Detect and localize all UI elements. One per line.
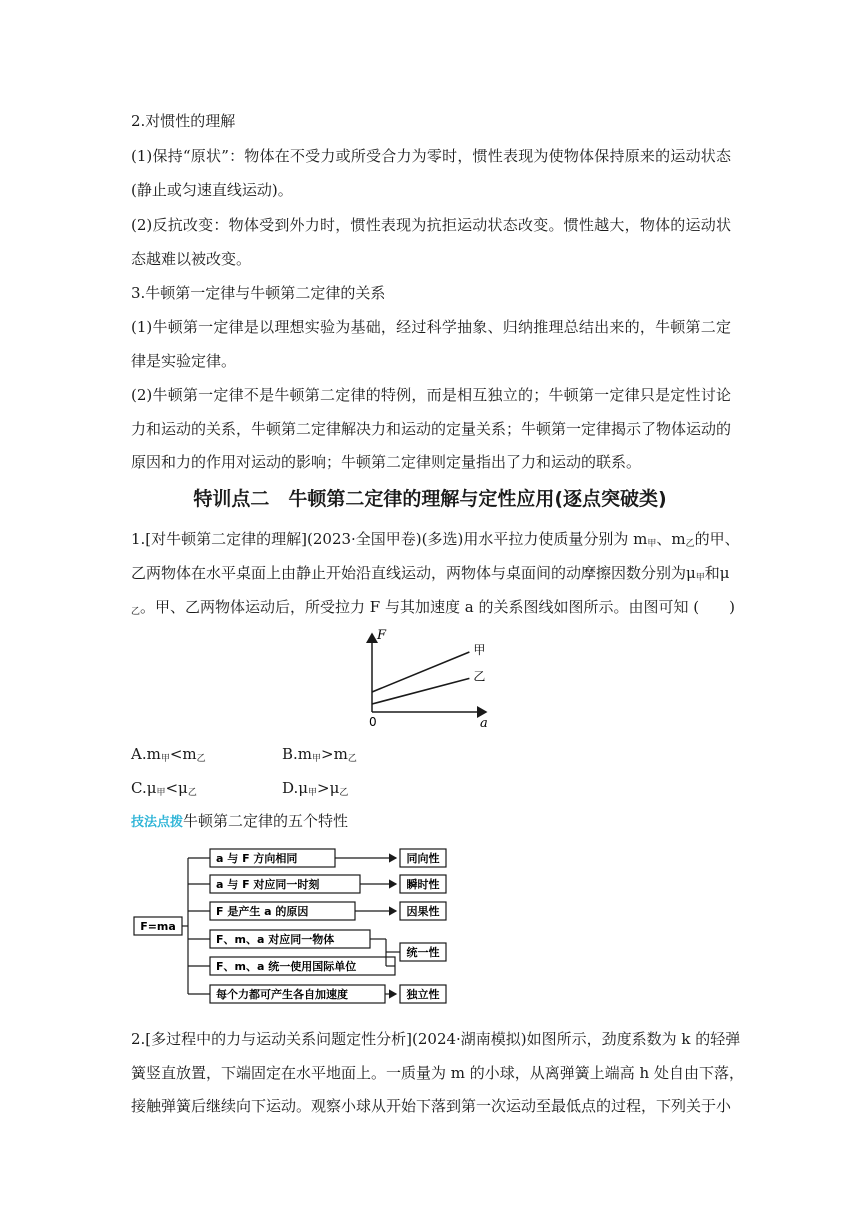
- section3-p2-line2: 力和运动的关系，牛顿第二定律解决力和运动的定量关系；牛顿第一定律揭示了物体运动的: [131, 420, 732, 438]
- cond-label-4: F、m、a 对应同一物体: [216, 933, 335, 946]
- section3-p2-line3: 原因和力的作用对运动的影响；牛顿第二定律则定量指出了力和运动的联系。: [131, 453, 642, 471]
- result-label-6: 独立性: [406, 988, 440, 1001]
- section3-heading: 3.牛顿第一定律与牛顿第二定律的关系: [131, 284, 386, 302]
- q1-line2: [131, 563, 731, 588]
- option-b-op: >m: [321, 745, 348, 763]
- option-a-op: <m: [169, 745, 197, 763]
- result-label-3: 因果性: [406, 905, 440, 918]
- cond-label-5: F、m、a 统一使用国际单位: [216, 960, 357, 973]
- section2-p1-line1: (1)保持“原状”：物体在不受力或所受合力为零时，惯性表现为使物体保持原来的运动状态: [131, 147, 731, 165]
- q1-line2-text: 乙两物体在水平桌面上由静止开始沿直线运动，两物体与桌面间的动摩擦因数分别为μ: [131, 564, 696, 582]
- section2-p2-line2: 态越难以被改变。: [131, 250, 252, 268]
- result-label-4: 统一性: [406, 946, 440, 959]
- option-c-sub1: 甲: [156, 788, 166, 798]
- q1-sep: 、m: [656, 530, 686, 548]
- section2-p1-line2: (静止或匀速直线运动)。: [131, 181, 293, 199]
- series-label-jia: 甲: [473, 643, 486, 657]
- q1-line3: [131, 597, 735, 622]
- result-label-2: 瞬时性: [406, 878, 440, 891]
- option-b-text: B.m: [282, 745, 313, 763]
- option-b[interactable]: [282, 744, 582, 769]
- root-label: F=ma: [140, 920, 176, 933]
- chart-y-label: F: [377, 628, 387, 643]
- section2-heading: 2.对惯性的理解: [131, 112, 236, 130]
- q2-line2: 簧竖直放置，下端固定在水平地面上。一质量为 m 的小球，从离弹簧上端高 h 处自由下落，: [131, 1064, 744, 1082]
- f-a-chart: [360, 624, 500, 734]
- tip-line: [131, 811, 731, 833]
- tip-badge: 技法点拨: [131, 815, 184, 830]
- option-c-op: <μ: [165, 779, 188, 797]
- sub-yi-mu: 乙: [131, 607, 141, 617]
- result-label-1: 同向性: [406, 852, 440, 865]
- option-d-sub2: 乙: [339, 788, 349, 798]
- option-a-text: A.m: [131, 745, 161, 763]
- sub-jia: 甲: [647, 539, 657, 549]
- option-b-sub2: 乙: [347, 754, 357, 764]
- cond-label-1: a 与 F 方向相同: [216, 852, 298, 865]
- series-line-jia: [372, 652, 469, 692]
- properties-diagram: [130, 840, 460, 1010]
- q1-line1: [131, 529, 740, 554]
- option-b-sub1: 甲: [312, 754, 322, 764]
- q2-line1: 2.[多过程中的力与运动关系问题定性分析](2024·湖南模拟)如图所示，劲度系数为 k 的轻弹: [131, 1030, 741, 1048]
- section3-p1-line1: (1)牛顿第一定律是以理想实验为基础，经过科学抽象、归纳推理总结出来的，牛顿第二定: [131, 318, 731, 336]
- option-c-sub2: 乙: [187, 788, 197, 798]
- series-label-yi: 乙: [473, 669, 486, 684]
- sub-yi: 乙: [685, 539, 695, 549]
- tip-text: 牛顿第二定律的五个特性: [183, 812, 349, 830]
- q1-and: 和μ: [704, 564, 730, 582]
- q2-line3: 接触弹簧后继续向下运动。观察小球从开始下落到第一次运动至最低点的过程，下列关于小: [131, 1097, 732, 1115]
- cond-label-6: 每个力都可产生各自加速度: [216, 988, 348, 1001]
- option-d-sub1: 甲: [308, 788, 318, 798]
- sub-jia-mu: 甲: [695, 573, 705, 583]
- option-a-sub2: 乙: [196, 754, 206, 764]
- option-a-sub1: 甲: [160, 754, 170, 764]
- series-line-yi: [372, 678, 469, 704]
- option-d[interactable]: [282, 778, 582, 803]
- section-title: 特训点二 牛顿第二定律的理解与定性应用(逐点突破类): [193, 488, 667, 510]
- section3-p1-line2: 律是实验定律。: [131, 352, 237, 370]
- chart-x-label: a: [480, 716, 488, 731]
- section3-p2-line1: (2)牛顿第一定律不是牛顿第二定律的特例，而是相互独立的；牛顿第一定律只是定性讨论: [131, 386, 731, 404]
- cond-label-2: a 与 F 对应同一时刻: [216, 878, 320, 891]
- chart-origin-label: 0: [369, 715, 377, 729]
- cond-label-3: F 是产生 a 的原因: [216, 905, 309, 918]
- option-d-text: D.μ: [282, 779, 309, 797]
- option-d-op: >μ: [317, 779, 340, 797]
- q1-line3-text: 。甲、乙两物体运动后，所受拉力 F 与其加速度 a 的关系图线如图所示。由图可知 ( ): [140, 598, 735, 616]
- option-c-text: C.μ: [131, 779, 157, 797]
- q1-line1-end: 的甲、: [694, 530, 740, 548]
- q1-line1-text: 1.[对牛顿第二定律的理解](2023·全国甲卷)(多选)用水平拉力使质量分别为 m: [131, 530, 648, 548]
- section2-p2-line1: (2)反抗改变：物体受到外力时，惯性表现为抗拒运动状态改变。惯性越大，物体的运动状: [131, 216, 731, 234]
